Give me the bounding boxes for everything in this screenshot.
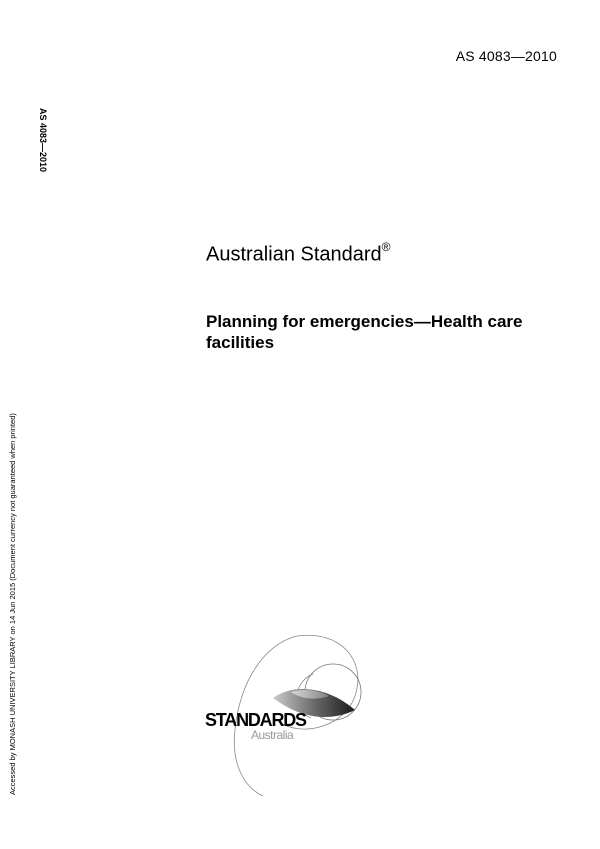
registered-trademark-symbol: ®: [381, 240, 391, 254]
document-title: Planning for emergencies—Health care facilities: [206, 312, 523, 352]
series-name: Australian Standard: [206, 243, 382, 266]
access-notice: Accessed by MONASH UNIVERSITY LIBRARY on 14 Jun 2015 (Document currency not guaranteed when printed): [8, 413, 17, 795]
logo-wordmark: STANDARDS: [205, 710, 306, 730]
standard-number-header: AS 4083—2010: [455, 48, 557, 64]
series-title: [206, 242, 391, 267]
spine-standard-number: AS 4083—2010: [38, 108, 48, 173]
logo-subtext: Australia: [251, 728, 294, 742]
standards-australia-logo: [195, 630, 375, 800]
